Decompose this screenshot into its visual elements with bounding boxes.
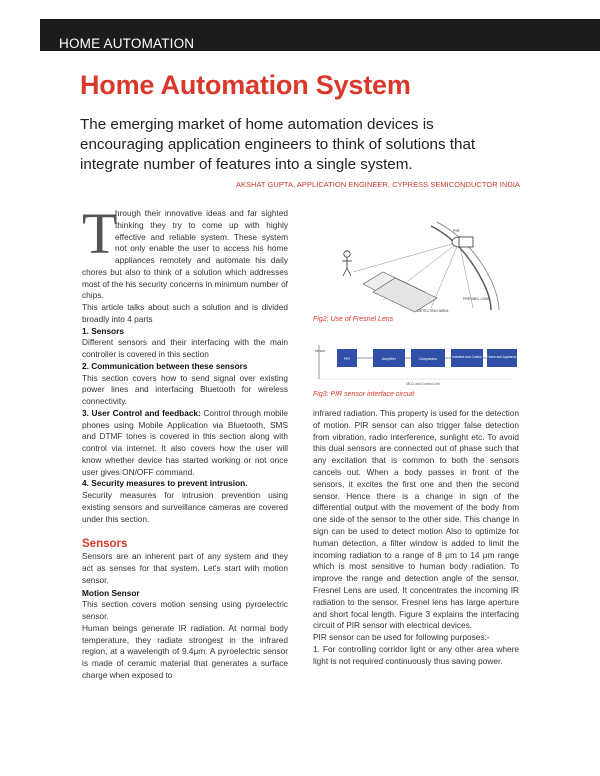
fig3-text-comparator: Comparator <box>418 357 438 361</box>
item-text-security: Security measures for intrusion prevention using existing sensors and surveillance cameras are covered under this section. <box>82 490 288 524</box>
intro-paragraph-wrap <box>82 201 288 302</box>
fig3-text-appliance: Home and Appliance <box>487 355 517 359</box>
article-byline: AKSHAT GUPTA, APPLICATION ENGINEER, CYPRESS SEMICONDUCTOR INDIA <box>235 180 520 189</box>
fig2-label-fresnel: FRESNEL LENS <box>463 297 490 301</box>
motion-paragraph-1: This section covers motion sensing using pyroelectric sensor. <box>82 599 288 621</box>
drop-cap: T <box>82 201 118 266</box>
article-title: Home Automation System <box>80 70 411 100</box>
fig3-caption: Fig3: PIR sensor interface circuit <box>313 391 415 398</box>
fig2-caption: Fig2: Use of Fresnel Lens <box>313 316 394 323</box>
section-label: HOME AUTOMATION <box>59 36 195 51</box>
article-subtitle: The emerging market of home automation devices is encouraging application engineers to think of solutions that integrate number of features into a single system. <box>80 116 476 173</box>
section-header-bar <box>40 19 600 51</box>
item-text-sensors: Different sensors and their interfacing with the main controller is covered in this section <box>82 337 288 359</box>
sensors-section-title: Sensors <box>82 538 128 551</box>
intro-paragraph: hrough their innovative ideas and far sighted thinking they try to come up with highly effective and reliable system. These system not only enable the user to access his home appliances remotely and automate his daily chores but also to think of a solution which addresses most of the his security concerns in minimum number of chips. <box>82 208 288 301</box>
right-paragraph-3: 1. For controlling corridor light or any other area where light is not required continuously thus saving power. <box>313 643 519 666</box>
motion-sensor-title: Motion Sensor <box>82 587 140 598</box>
overview-paragraph: This article talks about such a solution and is divided broadly into 4 parts <box>82 302 288 324</box>
pir-circuit-figure <box>313 337 519 387</box>
item-user-control <box>82 408 288 479</box>
item-text-communication: This section covers how to send signal over existing power lines and interfacing Bluetooth for wireless connectivity. <box>82 372 288 406</box>
fig3-text-amplifier: Amplifier <box>382 357 396 361</box>
right-paragraph-1: infrared radiation. This property is used for the detection of motion. PIR sensor can also trigger false detection from vibration, radio interference, sunlight etc. To avoid this dual sensors are connected out of phase such that any excitation that is common to both the sensors cancels out. When a body passes in front of the sensors, it excites the first one and then the second sensor. Hence there is a change in sign of the differential output with the movement of the body from one side of the sensor to the other side. This change in sign can be used to detect motion Also to optimize for human detection, a filter window is added to limit the incoming radiation to a range of 8 μm to 14 μm range which is most sensitive to human body radiation. To improve the range and detection angle of the sensor, Fresnel Lens are used. It concentrates the incoming IR radiation to the sensor. Fresnel lens has large aperture and short focal length. Figure 3 explains the interfacing circuit of PIR sensor with electrical devices. <box>313 408 519 631</box>
sensors-paragraph: Sensors are an inherent part of any system and they act as senses for that system. Let's start with motion sensor. <box>82 551 288 585</box>
item-heading-communication: 2. Communication between these sensors <box>82 360 248 371</box>
fig3-label-bottom: MCU and Control Unit <box>406 382 440 386</box>
fresnel-lens-figure <box>313 212 519 314</box>
fig2-label-pir: PIR <box>453 229 460 233</box>
item-text-user-control: Control through mobile phones using Mobile Application via Bluetooth, SMS and DTMF tones is covered in this section along with control via internet. It also covers how the user will know whether device has started working or not once user gives ON/OFF command. <box>82 407 288 477</box>
fig3-text-pir: PIR <box>344 357 350 361</box>
right-paragraph-2: PIR sensor can be used for following purposes:- <box>313 632 490 643</box>
motion-paragraph-2: Human beings generate IR radiation. At normal body temperature, they radiate strongest in the infrared region, at a wavelength of 9.4μm. A pyroelectric sensor is made of ceramic material that generates a surface charge when exposed to <box>82 622 288 680</box>
item-heading-sensors: 1. Sensors <box>82 325 124 336</box>
item-heading-user-control: 3. User Control and feedback: <box>82 407 201 418</box>
fig2-label-area: DETECTING AREA <box>417 309 449 313</box>
item-heading-security: 4. Security measures to prevent intrusion. <box>82 478 248 489</box>
right-column <box>313 408 519 668</box>
left-column <box>82 201 288 682</box>
fig3-text-interface: Interface and Control <box>452 355 482 359</box>
fig3-label-left: sensor <box>315 349 326 353</box>
